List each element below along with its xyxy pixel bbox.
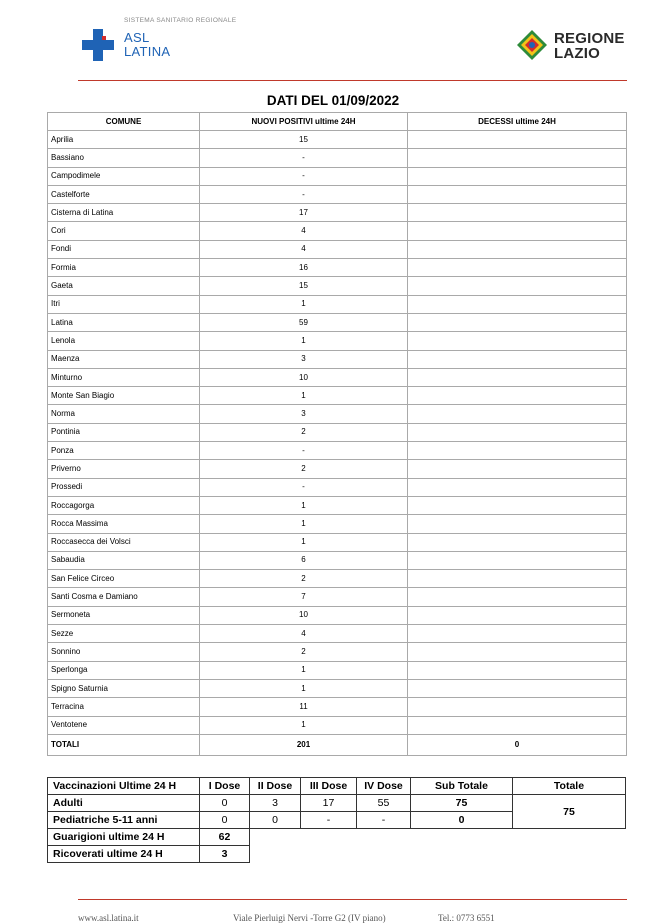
table-row — [48, 551, 627, 569]
table-row — [48, 204, 627, 222]
vax-adulti-i-dose: 0 — [200, 795, 250, 812]
table-row — [48, 423, 627, 441]
table-row — [48, 661, 627, 679]
positivi-cell: 2 — [200, 570, 408, 588]
decessi-cell — [408, 661, 627, 679]
positivi-cell: 1 — [200, 332, 408, 350]
comune-cell: Itri — [48, 295, 200, 313]
decessi-cell — [408, 551, 627, 569]
decessi-cell — [408, 643, 627, 661]
totals-label: TOTALI — [48, 734, 200, 755]
comune-cell: Sonnino — [48, 643, 200, 661]
decessi-cell — [408, 313, 627, 331]
comune-cell: Sezze — [48, 625, 200, 643]
vax-header-i-dose: I Dose — [200, 778, 250, 795]
decessi-cell — [408, 332, 627, 350]
comune-cell: Maenza — [48, 350, 200, 368]
positivi-cell: 1 — [200, 496, 408, 514]
positivi-cell: 1 — [200, 679, 408, 697]
comune-cell: Prossedi — [48, 478, 200, 496]
decessi-cell — [408, 679, 627, 697]
table-row — [48, 643, 627, 661]
positivi-cell: 11 — [200, 698, 408, 716]
vaccinazioni-table — [47, 777, 626, 863]
positivi-cell: 6 — [200, 551, 408, 569]
decessi-cell — [408, 350, 627, 368]
positivi-cell: - — [200, 442, 408, 460]
decessi-cell — [408, 533, 627, 551]
decessi-cell — [408, 698, 627, 716]
table-row — [48, 259, 627, 277]
positivi-cell: 3 — [200, 405, 408, 423]
decessi-cell — [408, 496, 627, 514]
comune-cell: Monte San Biagio — [48, 387, 200, 405]
comune-cell: Cori — [48, 222, 200, 240]
vax-label-ricoverati: Ricoverati ultime 24 H — [48, 846, 200, 863]
comune-cell: Sermoneta — [48, 606, 200, 624]
comune-cell: Bassiano — [48, 149, 200, 167]
asl-logo-line2: LATINA — [124, 44, 171, 59]
decessi-cell — [408, 460, 627, 478]
positivi-cell: - — [200, 167, 408, 185]
table-header-row — [48, 113, 627, 131]
vax-pediatriche-ii-dose: 0 — [250, 812, 301, 829]
comune-cell: San Felice Circeo — [48, 570, 200, 588]
comune-cell: Campodimele — [48, 167, 200, 185]
comune-cell: Santi Cosma e Damiano — [48, 588, 200, 606]
positivi-cell: 1 — [200, 387, 408, 405]
vax-adulti-sub-totale: 75 — [411, 795, 513, 812]
decessi-cell — [408, 625, 627, 643]
positivi-cell: 4 — [200, 240, 408, 258]
positivi-cell: 59 — [200, 313, 408, 331]
decessi-cell — [408, 442, 627, 460]
positivi-cell: 4 — [200, 222, 408, 240]
table-row — [48, 679, 627, 697]
positivi-cell: 1 — [200, 716, 408, 734]
regione-lazio-emblem-icon — [516, 29, 548, 61]
comune-cell: Cisterna di Latina — [48, 204, 200, 222]
column-header-comune: COMUNE — [48, 113, 200, 131]
column-header-positivi: NUOVI POSITIVI ultime 24H — [200, 113, 408, 131]
decessi-cell — [408, 478, 627, 496]
comune-cell: Terracina — [48, 698, 200, 716]
table-row — [48, 478, 627, 496]
vax-pediatriche-i-dose: 0 — [200, 812, 250, 829]
table-row — [48, 277, 627, 295]
vax-pediatriche-sub-totale: 0 — [411, 812, 513, 829]
decessi-cell — [408, 570, 627, 588]
table-row — [48, 332, 627, 350]
comune-cell: Ponza — [48, 442, 200, 460]
comune-cell: Fondi — [48, 240, 200, 258]
vax-adulti-iii-dose: 17 — [301, 795, 357, 812]
decessi-cell — [408, 185, 627, 203]
footer-address: Viale Pierluigi Nervi -Torre G2 (IV piano) — [233, 913, 386, 923]
positivi-cell: 1 — [200, 295, 408, 313]
vax-row-ricoverati — [48, 846, 626, 863]
table-row — [48, 606, 627, 624]
table-row — [48, 185, 627, 203]
region-line1: REGIONE — [554, 30, 625, 47]
positivi-cell: 2 — [200, 460, 408, 478]
decessi-cell — [408, 716, 627, 734]
comune-cell: Gaeta — [48, 277, 200, 295]
positivi-cell: - — [200, 185, 408, 203]
vax-row-guarigioni — [48, 829, 626, 846]
comune-cell: Latina — [48, 313, 200, 331]
table-row — [48, 533, 627, 551]
vax-label-pediatriche: Pediatriche 5-11 anni — [48, 812, 200, 829]
positivi-cell: - — [200, 149, 408, 167]
vax-header-title: Vaccinazioni Ultime 24 H — [48, 778, 200, 795]
decessi-cell — [408, 588, 627, 606]
comune-cell: Rocca Massima — [48, 515, 200, 533]
table-row — [48, 588, 627, 606]
decessi-cell — [408, 405, 627, 423]
comune-cell: Lenola — [48, 332, 200, 350]
comune-cell: Roccagorga — [48, 496, 200, 514]
positivi-cell: 1 — [200, 533, 408, 551]
table-row — [48, 222, 627, 240]
header-divider — [78, 80, 627, 81]
positivi-cell: 16 — [200, 259, 408, 277]
comune-cell: Castelforte — [48, 185, 200, 203]
table-row — [48, 460, 627, 478]
comune-cell: Spigno Saturnia — [48, 679, 200, 697]
vax-header-iv-dose: IV Dose — [357, 778, 411, 795]
column-header-decessi: DECESSI ultime 24H — [408, 113, 627, 131]
positivi-cell: 17 — [200, 204, 408, 222]
comune-cell: Sabaudia — [48, 551, 200, 569]
footer-phone: Tel.: 0773 6551 — [438, 913, 495, 923]
footer-divider — [78, 899, 627, 900]
vax-adulti-ii-dose: 3 — [250, 795, 301, 812]
table-row — [48, 625, 627, 643]
vax-header-totale: Totale — [513, 778, 626, 795]
comune-cell: Roccasecca dei Volsci — [48, 533, 200, 551]
decessi-cell — [408, 149, 627, 167]
vax-row-adulti — [48, 795, 626, 812]
decessi-cell — [408, 606, 627, 624]
comune-cell: Formia — [48, 259, 200, 277]
totals-decessi: 0 — [408, 734, 627, 755]
positivi-cell: 15 — [200, 277, 408, 295]
page-title: DATI DEL 01/09/2022 — [266, 93, 400, 108]
vax-guarigioni-value: 62 — [200, 829, 250, 846]
comune-cell: Minturno — [48, 368, 200, 386]
table-row — [48, 368, 627, 386]
table-row — [48, 405, 627, 423]
asl-logo-line1: ASL — [124, 30, 150, 45]
decessi-cell — [408, 295, 627, 313]
table-row — [48, 515, 627, 533]
positivi-cell: 7 — [200, 588, 408, 606]
vax-label-guarigioni: Guarigioni ultime 24 H — [48, 829, 200, 846]
decessi-cell — [408, 222, 627, 240]
table-row — [48, 570, 627, 588]
table-row — [48, 149, 627, 167]
vax-header-iii-dose: III Dose — [301, 778, 357, 795]
footer-website-link[interactable]: www.asl.latina.it — [78, 913, 139, 923]
vax-pediatriche-iv-dose: - — [357, 812, 411, 829]
positivi-cell: 15 — [200, 131, 408, 149]
positivi-cell: 4 — [200, 625, 408, 643]
comune-cell: Priverno — [48, 460, 200, 478]
vax-ricoverati-value: 3 — [200, 846, 250, 863]
totals-positivi: 201 — [200, 734, 408, 755]
decessi-cell — [408, 204, 627, 222]
vax-totale: 75 — [513, 795, 626, 829]
table-row — [48, 442, 627, 460]
positivi-cell: 10 — [200, 606, 408, 624]
asl-cross-logo-icon — [82, 29, 114, 61]
decessi-cell — [408, 368, 627, 386]
table-row — [48, 496, 627, 514]
table-row — [48, 167, 627, 185]
comune-cell: Aprilia — [48, 131, 200, 149]
table-row — [48, 131, 627, 149]
asl-logo-text — [124, 31, 170, 59]
positivi-cell: 1 — [200, 661, 408, 679]
vax-adulti-iv-dose: 55 — [357, 795, 411, 812]
table-row — [48, 240, 627, 258]
positivi-cell: 3 — [200, 350, 408, 368]
positivi-table — [47, 112, 627, 756]
totals-row — [48, 734, 627, 755]
vax-header-row — [48, 778, 626, 795]
regione-lazio-text — [554, 31, 625, 61]
region-line2: LAZIO — [554, 45, 600, 62]
vax-label-adulti: Adulti — [48, 795, 200, 812]
table-row — [48, 716, 627, 734]
table-row — [48, 295, 627, 313]
table-row — [48, 387, 627, 405]
decessi-cell — [408, 387, 627, 405]
vax-header-ii-dose: II Dose — [250, 778, 301, 795]
decessi-cell — [408, 277, 627, 295]
vax-header-sub-totale: Sub Totale — [411, 778, 513, 795]
comune-cell: Sperlonga — [48, 661, 200, 679]
positivi-cell: - — [200, 478, 408, 496]
positivi-cell: 1 — [200, 515, 408, 533]
comune-cell: Ventotene — [48, 716, 200, 734]
decessi-cell — [408, 515, 627, 533]
decessi-cell — [408, 423, 627, 441]
decessi-cell — [408, 240, 627, 258]
asl-subtitle: SISTEMA SANITARIO REGIONALE — [124, 17, 237, 24]
positivi-cell: 2 — [200, 643, 408, 661]
decessi-cell — [408, 259, 627, 277]
table-row — [48, 313, 627, 331]
comune-cell: Norma — [48, 405, 200, 423]
positivi-cell: 2 — [200, 423, 408, 441]
positivi-cell: 10 — [200, 368, 408, 386]
decessi-cell — [408, 167, 627, 185]
table-row — [48, 698, 627, 716]
table-row — [48, 350, 627, 368]
decessi-cell — [408, 131, 627, 149]
comune-cell: Pontinia — [48, 423, 200, 441]
vax-pediatriche-iii-dose: - — [301, 812, 357, 829]
